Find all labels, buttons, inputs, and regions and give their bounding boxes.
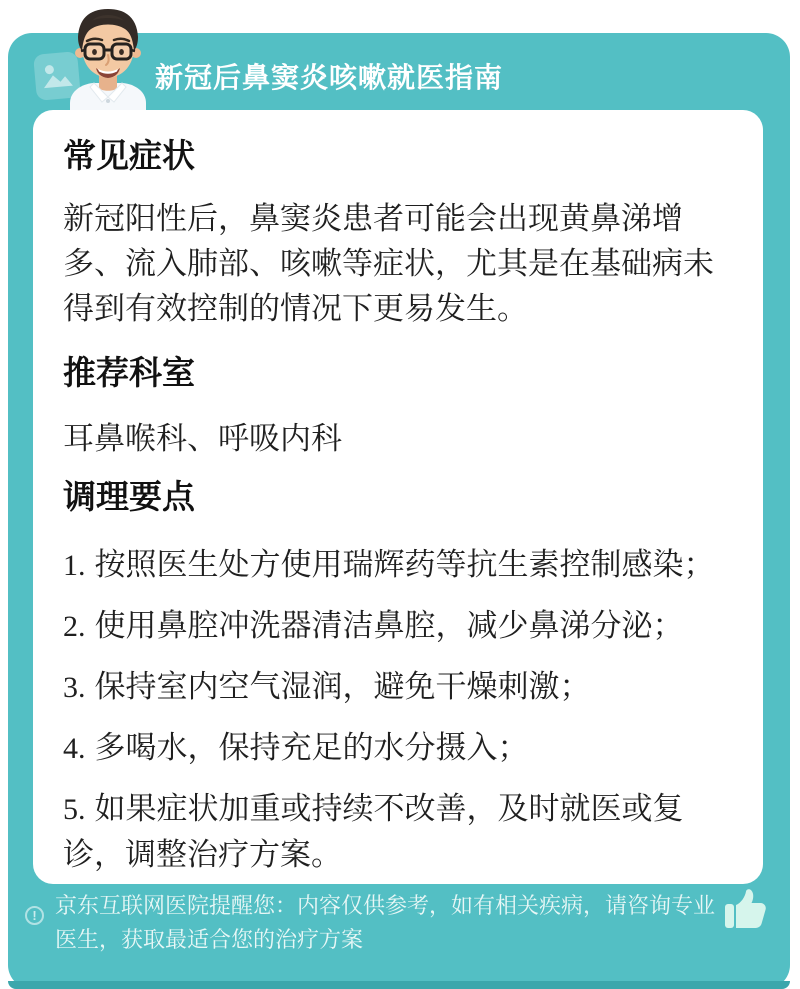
- care-item-number: 1.: [63, 548, 86, 582]
- care-item-number: 2.: [63, 609, 86, 643]
- content-card: [33, 110, 763, 884]
- guide-header: [8, 33, 790, 110]
- care-item-text: 使用鼻腔冲洗器清洁鼻腔，减少鼻涕分泌；: [94, 607, 684, 643]
- disclaimer-footer: [8, 885, 790, 965]
- symptoms-text: 新冠阳性后，鼻窦炎患者可能会出现黄鼻涕增多、流入肺部、咳嗽等症状，尤其是在基础病未得到有效控制的情况下更易发生。: [63, 201, 714, 327]
- care-item-3: [63, 664, 733, 710]
- care-item-text: 多喝水，保持充足的水分摄入；: [94, 729, 529, 765]
- care-item-text: 按照医生处方使用瑞辉药等抗生素控制感染；: [94, 546, 715, 582]
- care-list: [63, 542, 733, 877]
- doctor-avatar: [58, 7, 158, 112]
- thumbs-up-button[interactable]: [720, 887, 768, 935]
- care-item-number: 3.: [63, 670, 86, 704]
- section-heading-departments: 推荐科室: [63, 354, 195, 392]
- guide-card: [8, 33, 790, 989]
- care-item-text: 保持室内空气湿润，避免干燥刺激；: [94, 668, 591, 704]
- bottom-strip: [8, 981, 790, 989]
- thumbs-up-icon: [720, 887, 768, 935]
- departments-text: 耳鼻喉科、呼吸内科: [63, 420, 342, 456]
- care-item-number: 4.: [63, 731, 86, 765]
- guide-title: 新冠后鼻窦炎咳嗽就医指南: [155, 62, 504, 93]
- disclaimer-text: 京东互联网医院提醒您：内容仅供参考，如有相关疾病，请咨询专业医生，获取最适合您的治疗方案: [55, 893, 716, 952]
- section-heading-symptoms: 常见症状: [63, 137, 195, 174]
- section-heading-care: 调理要点: [63, 477, 195, 515]
- care-item-4: [63, 725, 733, 771]
- care-item-1: [63, 542, 733, 588]
- alert-circle-icon: !: [25, 906, 44, 925]
- care-item-2: [63, 603, 733, 649]
- care-item-5: [63, 786, 705, 877]
- care-item-number: 5.: [63, 792, 86, 826]
- care-item-text: 如果症状加重或持续不改善，及时就医或复诊，调整治疗方案。: [63, 790, 684, 872]
